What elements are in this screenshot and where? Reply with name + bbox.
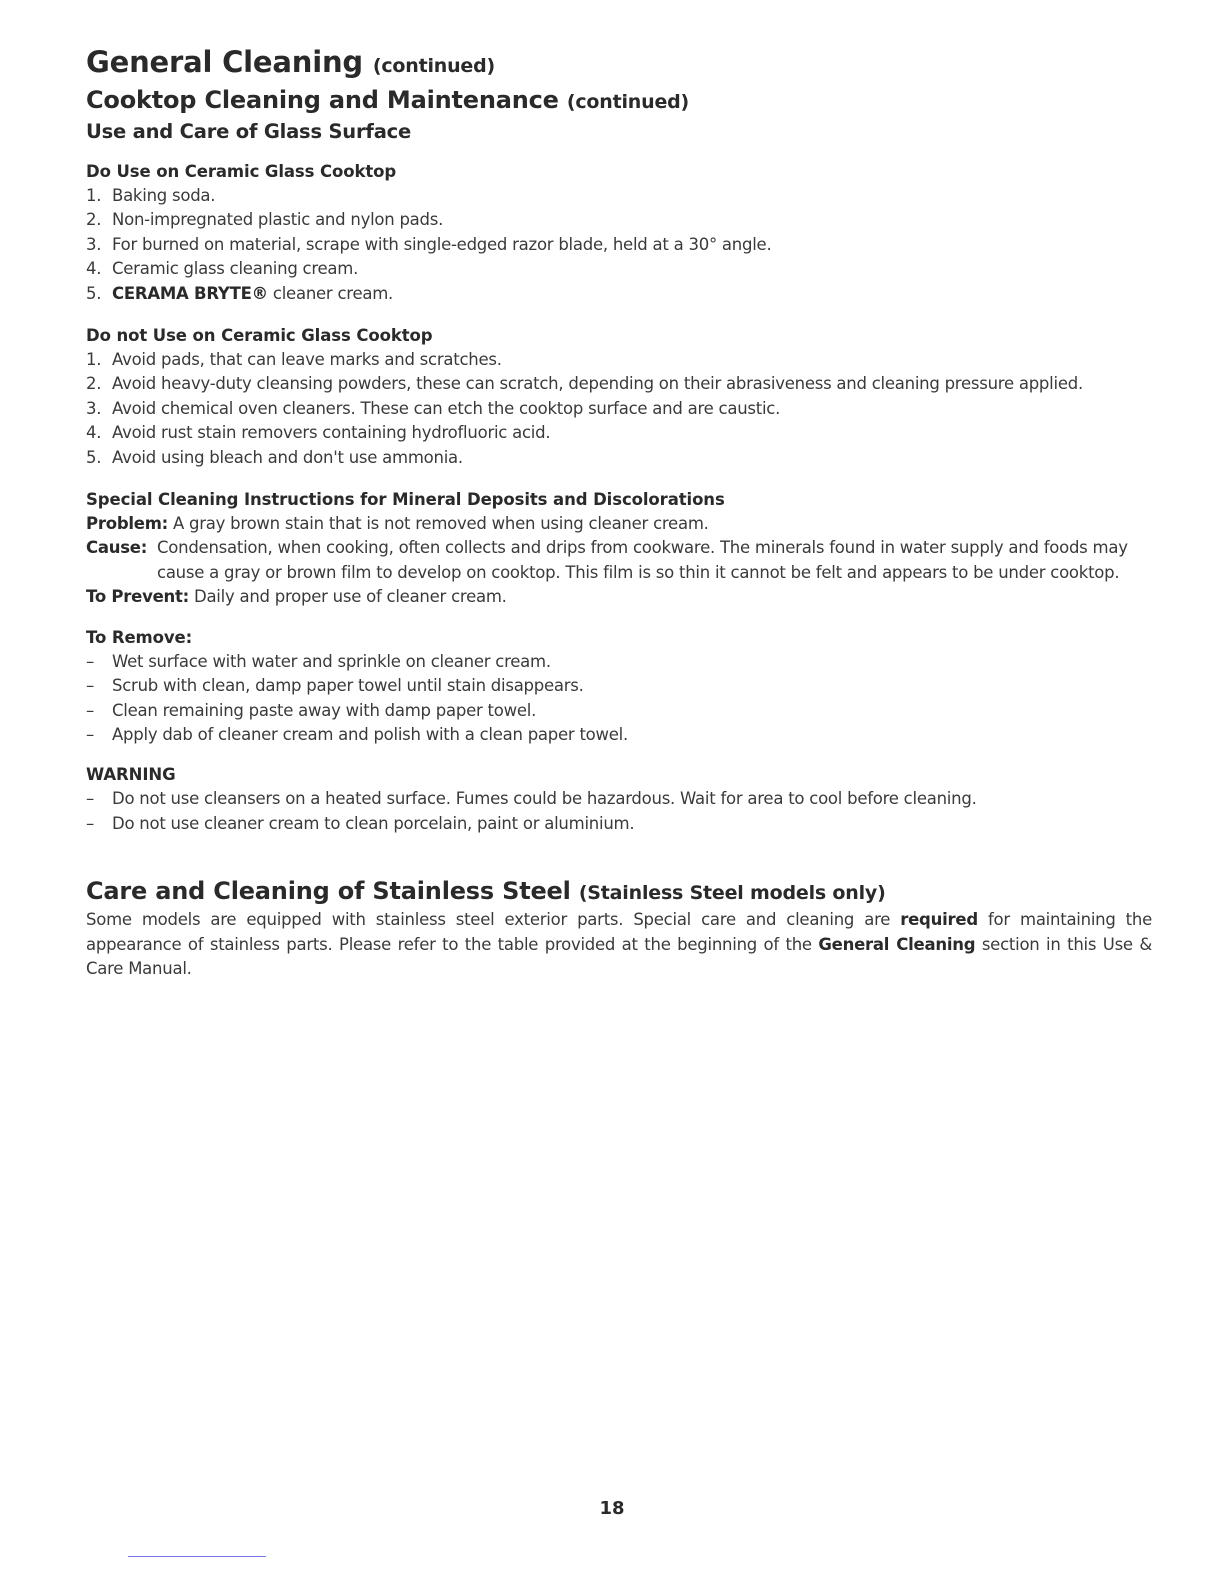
list-item: – Clean remaining paste away with damp paper towel.: [86, 700, 537, 720]
section-heading: Use and Care of Glass Surface: [86, 120, 412, 143]
do-use-list: [86, 184, 1152, 306]
problem-row: Problem: A gray brown stain that is not removed when using cleaner cream.: [86, 514, 709, 534]
warning-list: [86, 787, 1152, 836]
stainless-title-suffix: (Stainless Steel models only): [578, 882, 886, 905]
stainless-title: Care and Cleaning of Stainless Steel (Stainless Steel models only): [86, 877, 886, 906]
list-item: 3. For burned on material, scrape with single-edged razor blade, held at a 30° angle.: [86, 234, 772, 254]
page-subtitle: Cooktop Cleaning and Maintenance (continued): [86, 86, 690, 114]
remove-heading: To Remove:: [86, 627, 193, 647]
list-item: 4. Avoid rust stain removers containing hydrofluoric acid.: [86, 423, 551, 443]
list-item: – Scrub with clean, damp paper towel until stain disappears.: [86, 676, 584, 696]
list-item: 4. Ceramic glass cleaning cream.: [86, 259, 359, 279]
stainless-paragraph: Some models are equipped with stainless steel exterior parts. Special care and cleaning are required for maintaining the appearance of stainless parts. Please refer to the table provided at the beginning of the General Cleaning section in this Use & Care Manual.: [86, 910, 1153, 978]
list-item: 3. Avoid chemical oven cleaners. These can etch the cooktop surface and are caustic.: [86, 398, 781, 418]
list-item: 1. Avoid pads, that can leave marks and scratches.: [86, 350, 502, 370]
subtitle-continued: (continued): [566, 91, 690, 113]
do-use-heading: Do Use on Ceramic Glass Cooktop: [86, 162, 397, 181]
list-item: – Do not use cleaner cream to clean porcelain, paint or aluminium.: [86, 813, 635, 833]
list-item: 5. Avoid using bleach and don't use ammonia.: [86, 447, 463, 467]
list-item: – Do not use cleansers on a heated surface. Fumes could be hazardous. Wait for area to cool before cleaning.: [86, 789, 977, 809]
list-item: 2. Non-impregnated plastic and nylon pads.: [86, 210, 444, 230]
remove-list: [86, 650, 1152, 748]
title-continued: (continued): [372, 55, 496, 77]
special-heading: Special Cleaning Instructions for Mineral Deposits and Discolorations: [86, 490, 725, 510]
cause-row: Cause: Condensation, when cooking, often collects and drips from cookware. The minerals found in water supply and foods may cause a gray or brown film to develop on cooktop. This film is so thin it cannot be felt and appears to be under cooktop.: [86, 538, 1128, 582]
list-item: 2. Avoid heavy-duty cleansing powders, these can scratch, depending on their abrasiveness and cleaning pressure applied.: [86, 374, 1083, 394]
warning-heading: WARNING: [86, 765, 176, 785]
do-not-use-heading: Do not Use on Ceramic Glass Cooktop: [86, 326, 433, 346]
prevent-row: To Prevent: Daily and proper use of cleaner cream.: [86, 587, 507, 607]
list-item: 1. Baking soda.: [86, 186, 216, 205]
page-number: 18: [599, 1498, 625, 1519]
do-not-use-list: [86, 348, 1152, 470]
footer-rule: [128, 1556, 266, 1557]
list-item: – Wet surface with water and sprinkle on cleaner cream.: [86, 651, 551, 671]
list-item: 5. CERAMA BRYTE® cleaner cream.: [86, 283, 394, 303]
page-content: [86, 44, 1152, 981]
list-item: – Apply dab of cleaner cream and polish with a clean paper towel.: [86, 724, 628, 744]
page-title: General Cleaning (continued): [86, 45, 496, 79]
